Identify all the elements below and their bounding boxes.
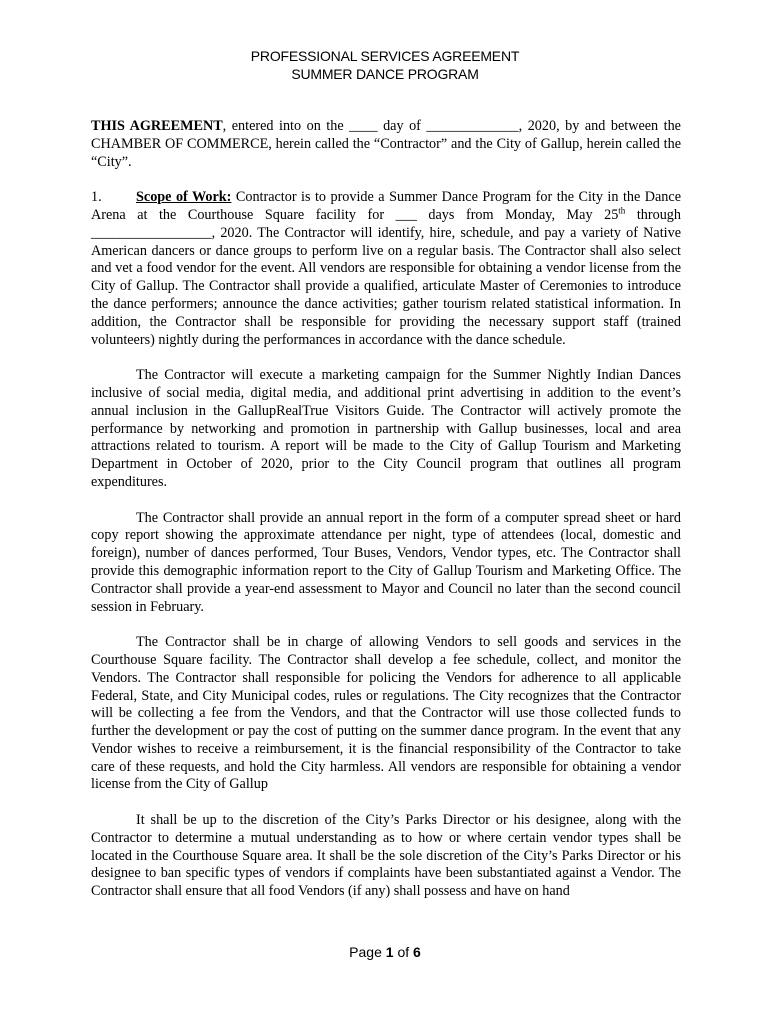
document-body bbox=[91, 118, 681, 919]
intro-lead: THIS AGREEMENT bbox=[91, 118, 223, 134]
section-number: 1. bbox=[91, 189, 102, 206]
section-text-b: through _________________, 2020. The Contractor will identify, hire, schedule, and pay a variety of Native American dancers or dance groups to perform live on a regular basis. The Contractor shall also select and vet a food vendor for the event. All vendors are responsible for obtaining a vendor license from the City of Gallup. The Contractor shall provide a qualified, articulate Master of Ceremonies to introduce the dance performers; announce the dance activities; gather tourism related statistical information. In addition, the Contractor shall be responsible for providing the necessary support staff (trained volunteers) nightly during the performances in accordance with the dance schedule. bbox=[91, 206, 681, 348]
intro-paragraph bbox=[91, 118, 681, 171]
page-number bbox=[0, 943, 770, 961]
section-heading: Scope of Work: bbox=[136, 189, 232, 206]
total-pages: 6 bbox=[413, 944, 421, 960]
of-word: of bbox=[397, 944, 410, 960]
parks-director-paragraph: It shall be up to the discretion of the City’s Parks Director or his designee, along with the Contractor to determine a mutual understanding as to how or where certain vendor types shall be located in the Courthouse Square area. It shall be the sole discretion of the City’s Parks Director or his designee to ban specific types of vendors if complaints have been substantiated against a Vendor. The Contractor shall ensure that all food Vendors (if any) shall possess and have on hand bbox=[91, 812, 681, 900]
current-page: 1 bbox=[385, 944, 394, 960]
annual-report-paragraph: The Contractor shall provide an annual report in the form of a computer spread sheet or hard copy report showing the approximate attendance per night, type of attendees (local, domestic and foreign), number of dances performed, Tour Buses, Vendors, Vendor types, etc. The Contractor shall provide this demographic information report to the City of Gallup Tourism and Marketing Office. The Contractor shall provide a year-end assessment to Mayor and Council no later than the second council session in February. bbox=[91, 509, 681, 615]
intro-text: , entered into on the ____ day of _____________, 2020, by and between the CHAMBER OF COMMERCE, herein called the “Contractor” and the City of Gallup, herein called the “City”. bbox=[91, 118, 681, 170]
marketing-paragraph: The Contractor will execute a marketing campaign for the Summer Nightly Indian Dances inclusive of social media, digital media, and additional print advertising in addition to the event’s annual inclusion in the GallupRealTrue Visitors Guide. The Contractor will actively promote the performance by networking and promotion in partnership with Gallup businesses, local and area attractions related to tourism. A report will be made to the City of Gallup Tourism and Marketing Department in October of 2020, prior to the City Council program that outlines all program expenditures. bbox=[91, 367, 681, 490]
ordinal-suffix: th bbox=[618, 205, 626, 216]
scope-of-work-paragraph bbox=[91, 189, 681, 349]
section-text-a: Contractor is to provide a Summer Dance Program for the City in the Dance Arena at the Courthouse Square facility for ___ days from Monday, May 25 bbox=[91, 189, 681, 223]
vendors-paragraph: The Contractor shall be in charge of allowing Vendors to sell goods and services in the Courthouse Square facility. The Contractor shall develop a fee schedule, collect, and monitor the Vendors. The Contractor shall responsible for policing the Vendors for adherence to all applicable Federal, State, and City Municipal codes, rules or regulations. The City recognizes that the Contractor will be collecting a fee from the Vendors, and that the Contractor will use those collected funds to further the development or pay the cost of putting on the summer dance program. In the event that any Vendor wishes to receive a reimbursement, it is the financial responsibility of the Contractor to take care of these requests, and hold the City harmless. All vendors are responsible for obtaining a vendor license from the City of Gallup bbox=[91, 634, 681, 793]
agreement-subtitle: SUMMER DANCE PROGRAM bbox=[291, 66, 479, 82]
page-word: Page bbox=[349, 944, 382, 960]
agreement-title: PROFESSIONAL SERVICES AGREEMENT bbox=[250, 48, 520, 64]
